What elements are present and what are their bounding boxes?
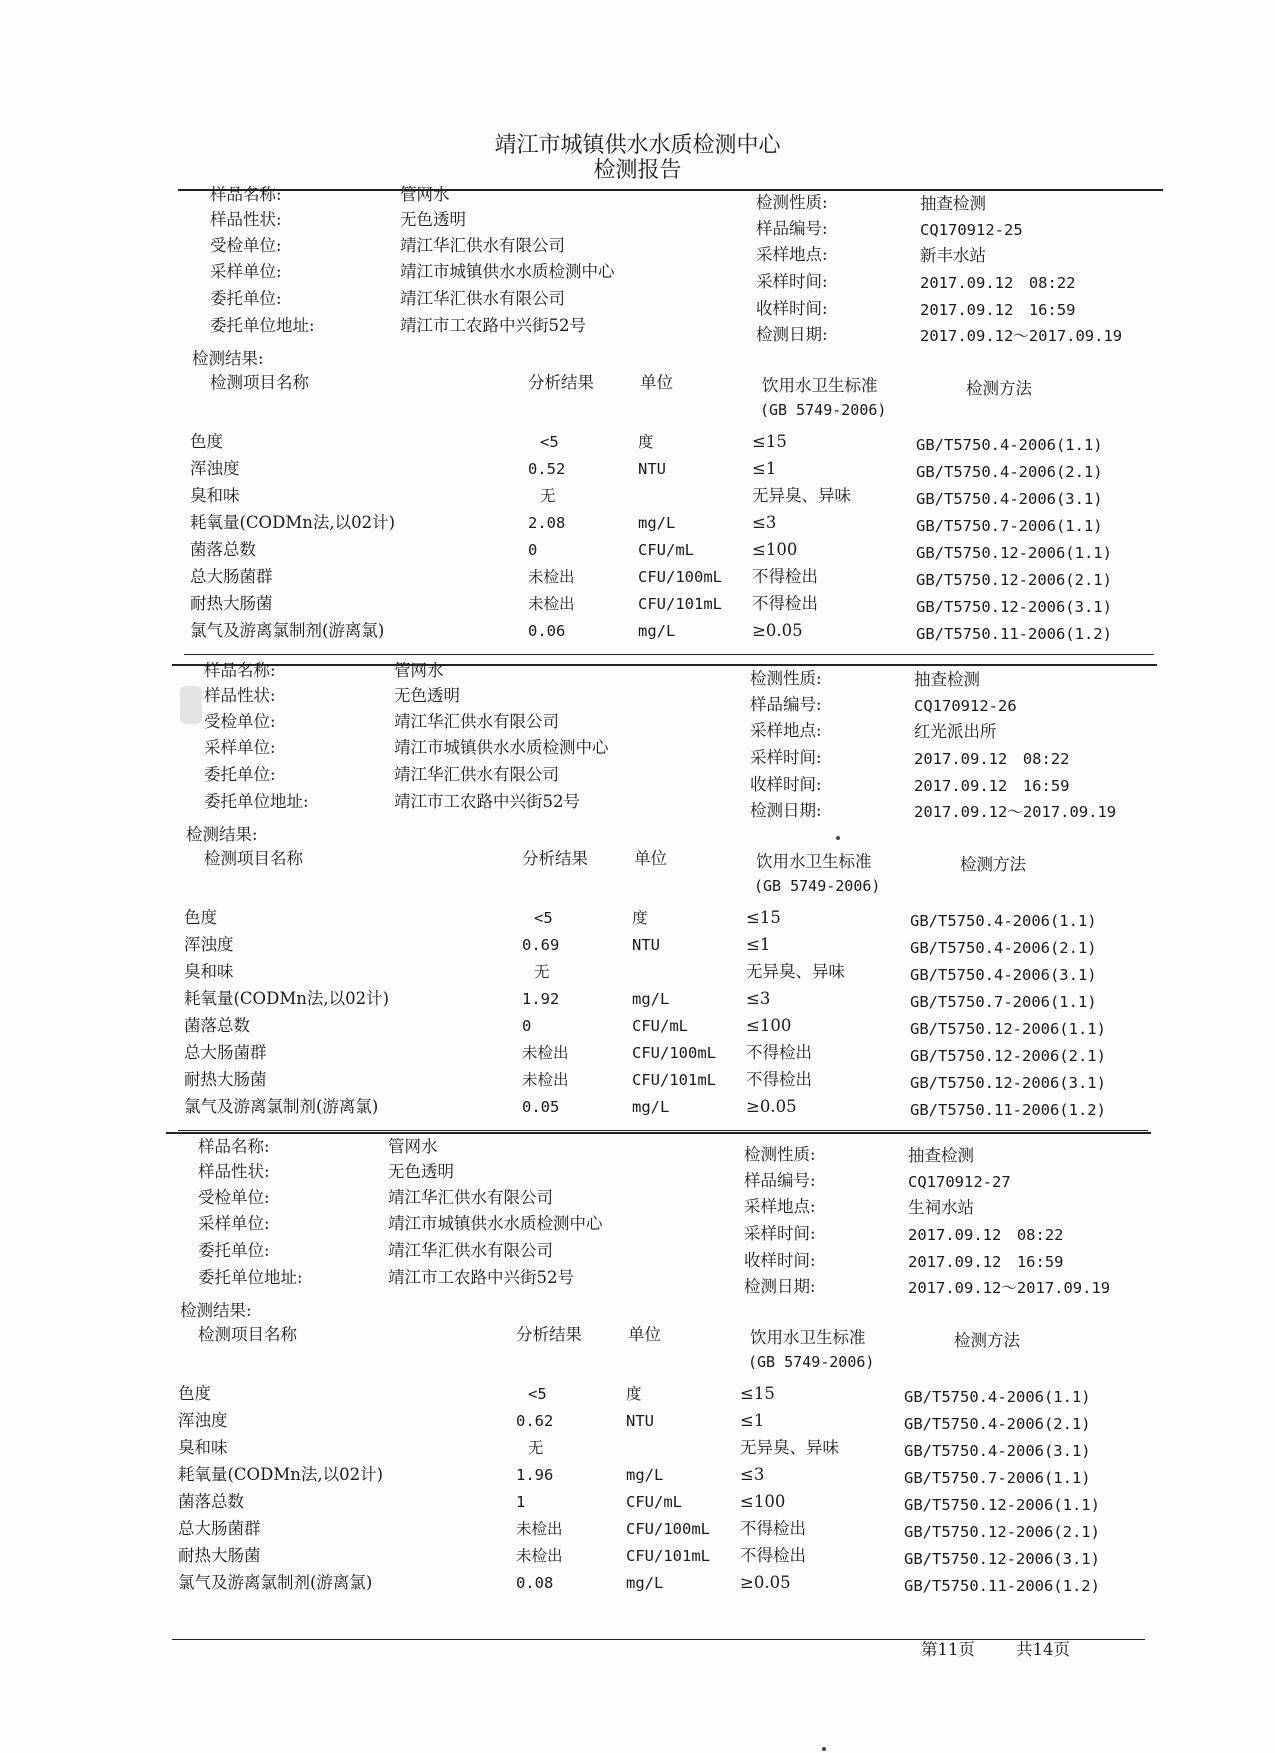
cell-result: 0.69 bbox=[522, 936, 560, 954]
cell-unit: CFU/mL bbox=[632, 1017, 688, 1035]
cell-standard: 无异臭、异味 bbox=[746, 962, 845, 981]
value-sampling-site: 新丰水站 bbox=[920, 246, 986, 265]
cell-result: 未检出 bbox=[516, 1547, 563, 1565]
cell-unit: CFU/mL bbox=[638, 541, 694, 559]
cell-method: GB/T5750.12-2006(3.1) bbox=[916, 598, 1112, 616]
label-client-address: 委托单位地址: bbox=[198, 1268, 303, 1287]
label-sample-name: 样品名称: bbox=[198, 1137, 270, 1156]
cell-result: 1.92 bbox=[522, 990, 560, 1008]
cell-method: GB/T5750.4-2006(1.1) bbox=[916, 436, 1103, 454]
cell-item: 耗氧量(CODMn法,以02计) bbox=[184, 989, 390, 1008]
cell-standard: 不得检出 bbox=[752, 594, 818, 613]
label-sampling-unit: 采样单位: bbox=[210, 262, 282, 281]
cell-item: 耗氧量(CODMn法,以02计) bbox=[190, 513, 396, 532]
cell-unit: 度 bbox=[638, 433, 654, 451]
value-sampling-time: 2017.09.12 08:22 bbox=[920, 274, 1076, 292]
value-sample-name: 管网水 bbox=[388, 1137, 438, 1156]
value-test-date: 2017.09.12～2017.09.19 bbox=[914, 803, 1117, 821]
cell-item: 浑浊度 bbox=[184, 935, 234, 954]
col-header-item: 检测项目名称 bbox=[198, 1325, 297, 1344]
cell-unit: CFU/100mL bbox=[626, 1520, 710, 1538]
cell-standard: ≤15 bbox=[752, 432, 787, 451]
cell-standard: 不得检出 bbox=[740, 1519, 806, 1538]
cell-result: 未检出 bbox=[528, 595, 575, 613]
col-header-standard-ref: (GB 5749-2006) bbox=[760, 401, 887, 419]
cell-standard: ≤15 bbox=[740, 1384, 775, 1403]
page-number: 第11页 bbox=[921, 1640, 975, 1659]
cell-item: 臭和味 bbox=[178, 1438, 228, 1457]
cell-result: 0.06 bbox=[528, 622, 566, 640]
label-client-address: 委托单位地址: bbox=[204, 792, 309, 811]
cell-standard: ≥0.05 bbox=[752, 621, 803, 640]
cell-unit: NTU bbox=[638, 460, 666, 478]
cell-result: 无 bbox=[528, 1439, 544, 1457]
cell-item: 耐热大肠菌 bbox=[190, 594, 273, 613]
value-client-address: 靖江市工农路中兴街52号 bbox=[388, 1268, 574, 1287]
col-header-standard: 饮用水卫生标准 bbox=[756, 852, 872, 871]
cell-standard: ≤15 bbox=[746, 908, 781, 927]
col-header-standard-ref: (GB 5749-2006) bbox=[748, 1353, 875, 1371]
label-test-nature: 检测性质: bbox=[750, 669, 822, 688]
page-total: 共14页 bbox=[1016, 1640, 1070, 1659]
col-header-standard: 饮用水卫生标准 bbox=[762, 376, 878, 395]
cell-standard: ≤100 bbox=[740, 1492, 786, 1511]
cell-result: 0.62 bbox=[516, 1412, 554, 1430]
cell-result: <5 bbox=[540, 433, 559, 451]
cell-result: 2.08 bbox=[528, 514, 566, 532]
cell-item: 臭和味 bbox=[184, 962, 234, 981]
page-subtitle: 检测报告 bbox=[593, 158, 682, 183]
label-test-nature: 检测性质: bbox=[756, 193, 828, 212]
label-sample-no: 样品编号: bbox=[756, 219, 828, 238]
cell-item: 色度 bbox=[190, 432, 223, 451]
value-client-address: 靖江市工农路中兴街52号 bbox=[400, 316, 586, 335]
cell-result: 未检出 bbox=[522, 1044, 569, 1062]
label-receiving-time: 收样时间: bbox=[750, 775, 822, 794]
value-sample-state: 无色透明 bbox=[388, 1162, 454, 1181]
value-sample-state: 无色透明 bbox=[400, 210, 466, 229]
label-sample-no: 样品编号: bbox=[744, 1171, 816, 1190]
cell-result: 0 bbox=[522, 1017, 532, 1035]
cell-item: 氯气及游离氯制剂(游离氯) bbox=[178, 1573, 373, 1592]
col-header-method: 检测方法 bbox=[954, 1331, 1020, 1350]
label-test-nature: 检测性质: bbox=[744, 1145, 816, 1164]
cell-method: GB/T5750.12-2006(2.1) bbox=[910, 1047, 1106, 1065]
value-sample-no: CQ170912-25 bbox=[920, 221, 1023, 239]
section-rule bbox=[166, 1132, 1151, 1134]
label-test-date: 检测日期: bbox=[756, 325, 828, 344]
cell-method: GB/T5750.12-2006(1.1) bbox=[910, 1020, 1106, 1038]
cell-item: 耐热大肠菌 bbox=[184, 1070, 267, 1089]
col-header-unit: 单位 bbox=[640, 373, 673, 392]
label-tested-unit: 受检单位: bbox=[198, 1188, 270, 1207]
label-tested-unit: 受检单位: bbox=[204, 712, 276, 731]
cell-method: GB/T5750.11-2006(1.2) bbox=[910, 1101, 1106, 1119]
label-sample-state: 样品性状: bbox=[198, 1162, 270, 1181]
value-sampling-site: 生祠水站 bbox=[908, 1198, 974, 1217]
cell-unit: NTU bbox=[626, 1412, 654, 1430]
cell-item: 浑浊度 bbox=[190, 459, 240, 478]
label-sampling-site: 采样地点: bbox=[750, 721, 822, 740]
cell-item: 臭和味 bbox=[190, 486, 240, 505]
col-header-result: 分析结果 bbox=[516, 1325, 582, 1344]
value-tested-unit: 靖江华汇供水有限公司 bbox=[400, 236, 565, 255]
label-sample-state: 样品性状: bbox=[204, 686, 276, 705]
cell-method: GB/T5750.4-2006(1.1) bbox=[910, 912, 1097, 930]
value-client-address: 靖江市工农路中兴街52号 bbox=[394, 792, 580, 811]
label-client-unit: 委托单位: bbox=[198, 1241, 270, 1260]
col-header-item: 检测项目名称 bbox=[204, 849, 303, 868]
top-rule bbox=[178, 189, 1163, 191]
cell-unit: mg/L bbox=[632, 990, 670, 1008]
value-receiving-time: 2017.09.12 16:59 bbox=[914, 777, 1070, 795]
cell-method: GB/T5750.4-2006(3.1) bbox=[916, 490, 1103, 508]
col-header-method: 检测方法 bbox=[960, 855, 1026, 874]
cell-standard: 不得检出 bbox=[746, 1043, 812, 1062]
label-results: 检测结果: bbox=[180, 1301, 252, 1320]
cell-method: GB/T5750.11-2006(1.2) bbox=[916, 625, 1112, 643]
label-sampling-unit: 采样单位: bbox=[198, 1214, 270, 1233]
cell-method: GB/T5750.12-2006(2.1) bbox=[916, 571, 1112, 589]
cell-standard: 不得检出 bbox=[752, 567, 818, 586]
value-test-nature: 抽查检测 bbox=[920, 194, 986, 213]
label-client-unit: 委托单位: bbox=[210, 289, 282, 308]
cell-standard: ≤100 bbox=[746, 1016, 792, 1035]
cell-method: GB/T5750.4-2006(3.1) bbox=[910, 966, 1097, 984]
cell-method: GB/T5750.7-2006(1.1) bbox=[916, 517, 1103, 535]
cell-unit: mg/L bbox=[632, 1098, 670, 1116]
value-test-date: 2017.09.12～2017.09.19 bbox=[908, 1279, 1111, 1297]
col-header-unit: 单位 bbox=[628, 1325, 661, 1344]
cell-item: 色度 bbox=[184, 908, 217, 927]
cell-result: 无 bbox=[540, 487, 556, 505]
value-client-unit: 靖江华汇供水有限公司 bbox=[400, 289, 565, 308]
cell-item: 菌落总数 bbox=[184, 1016, 250, 1035]
cell-result: 未检出 bbox=[522, 1071, 569, 1089]
scan-speck bbox=[822, 1747, 826, 1751]
cell-unit: mg/L bbox=[638, 622, 676, 640]
cell-item: 总大肠菌群 bbox=[184, 1043, 267, 1062]
cell-method: GB/T5750.4-2006(2.1) bbox=[904, 1415, 1091, 1433]
label-test-date: 检测日期: bbox=[750, 801, 822, 820]
label-client-address: 委托单位地址: bbox=[210, 316, 315, 335]
value-client-unit: 靖江华汇供水有限公司 bbox=[394, 765, 559, 784]
value-sample-no: CQ170912-26 bbox=[914, 697, 1017, 715]
footer-rule bbox=[172, 1639, 1145, 1640]
section-rule bbox=[178, 1130, 1148, 1131]
value-tested-unit: 靖江华汇供水有限公司 bbox=[388, 1188, 553, 1207]
cell-result: 未检出 bbox=[528, 568, 575, 586]
scan-speck bbox=[836, 836, 840, 840]
value-receiving-time: 2017.09.12 16:59 bbox=[920, 301, 1076, 319]
value-sampling-unit: 靖江市城镇供水水质检测中心 bbox=[388, 1214, 603, 1233]
cell-unit: CFU/100mL bbox=[638, 568, 722, 586]
label-sample-name: 样品名称: bbox=[204, 661, 276, 680]
cell-standard: ≤1 bbox=[740, 1411, 765, 1430]
col-header-result: 分析结果 bbox=[528, 373, 594, 392]
value-test-nature: 抽查检测 bbox=[908, 1146, 974, 1165]
cell-result: 未检出 bbox=[516, 1520, 563, 1538]
cell-item: 耗氧量(CODMn法,以02计) bbox=[178, 1465, 384, 1484]
cell-method: GB/T5750.12-2006(1.1) bbox=[916, 544, 1112, 562]
value-sampling-site: 红光派出所 bbox=[914, 722, 997, 741]
cell-standard: ≥0.05 bbox=[746, 1097, 797, 1116]
cell-unit: mg/L bbox=[626, 1466, 664, 1484]
cell-unit: mg/L bbox=[626, 1574, 664, 1592]
col-header-item: 检测项目名称 bbox=[210, 373, 309, 392]
cell-item: 总大肠菌群 bbox=[178, 1519, 261, 1538]
cell-item: 总大肠菌群 bbox=[190, 567, 273, 586]
cell-result: 1.96 bbox=[516, 1466, 554, 1484]
cell-standard: ≤3 bbox=[752, 513, 777, 532]
cell-unit: CFU/101mL bbox=[638, 595, 722, 613]
label-sample-state: 样品性状: bbox=[210, 210, 282, 229]
cell-standard: ≤3 bbox=[740, 1465, 765, 1484]
label-sampling-time: 采样时间: bbox=[744, 1224, 816, 1243]
label-results: 检测结果: bbox=[192, 349, 264, 368]
value-test-nature: 抽查检测 bbox=[914, 670, 980, 689]
cell-result: 无 bbox=[534, 963, 550, 981]
value-sampling-time: 2017.09.12 08:22 bbox=[914, 750, 1070, 768]
label-sample-name: 样品名称: bbox=[210, 185, 282, 204]
label-client-unit: 委托单位: bbox=[204, 765, 276, 784]
cell-method: GB/T5750.12-2006(2.1) bbox=[904, 1523, 1100, 1541]
section-rule bbox=[184, 654, 1154, 655]
cell-item: 氯气及游离氯制剂(游离氯) bbox=[184, 1097, 379, 1116]
page-title: 靖江市城镇供水水质检测中心 bbox=[494, 133, 781, 158]
cell-item: 氯气及游离氯制剂(游离氯) bbox=[190, 621, 385, 640]
value-sampling-unit: 靖江市城镇供水水质检测中心 bbox=[400, 262, 615, 281]
cell-method: GB/T5750.4-2006(2.1) bbox=[916, 463, 1103, 481]
cell-unit: 度 bbox=[626, 1385, 642, 1403]
cell-unit: CFU/mL bbox=[626, 1493, 682, 1511]
label-results: 检测结果: bbox=[186, 825, 258, 844]
value-sample-no: CQ170912-27 bbox=[908, 1173, 1011, 1191]
cell-standard: ≥0.05 bbox=[740, 1573, 791, 1592]
label-tested-unit: 受检单位: bbox=[210, 236, 282, 255]
cell-result: <5 bbox=[528, 1385, 547, 1403]
label-receiving-time: 收样时间: bbox=[756, 299, 828, 318]
col-header-unit: 单位 bbox=[634, 849, 667, 868]
cell-result: 0.05 bbox=[522, 1098, 560, 1116]
cell-method: GB/T5750.12-2006(3.1) bbox=[904, 1550, 1100, 1568]
cell-result: 0.08 bbox=[516, 1574, 554, 1592]
value-test-date: 2017.09.12～2017.09.19 bbox=[920, 327, 1123, 345]
label-sampling-site: 采样地点: bbox=[744, 1197, 816, 1216]
section-rule bbox=[172, 664, 1157, 666]
cell-standard: 无异臭、异味 bbox=[740, 1438, 839, 1457]
cell-unit: 度 bbox=[632, 909, 648, 927]
cell-standard: 不得检出 bbox=[746, 1070, 812, 1089]
cell-result: <5 bbox=[534, 909, 553, 927]
value-sampling-time: 2017.09.12 08:22 bbox=[908, 1226, 1064, 1244]
cell-method: GB/T5750.12-2006(1.1) bbox=[904, 1496, 1100, 1514]
label-sampling-unit: 采样单位: bbox=[204, 738, 276, 757]
cell-item: 耐热大肠菌 bbox=[178, 1546, 261, 1565]
value-sample-state: 无色透明 bbox=[394, 686, 460, 705]
cell-method: GB/T5750.4-2006(2.1) bbox=[910, 939, 1097, 957]
cell-standard: 无异臭、异味 bbox=[752, 486, 851, 505]
value-sampling-unit: 靖江市城镇供水水质检测中心 bbox=[394, 738, 609, 757]
cell-result: 0.52 bbox=[528, 460, 566, 478]
cell-item: 浑浊度 bbox=[178, 1411, 228, 1430]
cell-unit: mg/L bbox=[638, 514, 676, 532]
cell-unit: CFU/100mL bbox=[632, 1044, 716, 1062]
cell-result: 0 bbox=[528, 541, 538, 559]
cell-item: 色度 bbox=[178, 1384, 211, 1403]
cell-standard: ≤1 bbox=[746, 935, 771, 954]
value-sample-name: 管网水 bbox=[400, 185, 450, 204]
cell-unit: CFU/101mL bbox=[626, 1547, 710, 1565]
cell-unit: CFU/101mL bbox=[632, 1071, 716, 1089]
value-receiving-time: 2017.09.12 16:59 bbox=[908, 1253, 1064, 1271]
cell-standard: ≤100 bbox=[752, 540, 798, 559]
cell-item: 菌落总数 bbox=[190, 540, 256, 559]
label-sample-no: 样品编号: bbox=[750, 695, 822, 714]
cell-item: 菌落总数 bbox=[178, 1492, 244, 1511]
value-client-unit: 靖江华汇供水有限公司 bbox=[388, 1241, 553, 1260]
col-header-standard-ref: (GB 5749-2006) bbox=[754, 877, 881, 895]
cell-standard: ≤1 bbox=[752, 459, 777, 478]
cell-method: GB/T5750.7-2006(1.1) bbox=[904, 1469, 1091, 1487]
cell-method: GB/T5750.4-2006(3.1) bbox=[904, 1442, 1091, 1460]
col-header-method: 检测方法 bbox=[966, 379, 1032, 398]
cell-result: 1 bbox=[516, 1493, 526, 1511]
cell-standard: 不得检出 bbox=[740, 1546, 806, 1565]
label-sampling-time: 采样时间: bbox=[750, 748, 822, 767]
scan-smudge bbox=[180, 686, 202, 724]
cell-method: GB/T5750.12-2006(3.1) bbox=[910, 1074, 1106, 1092]
cell-method: GB/T5750.4-2006(1.1) bbox=[904, 1388, 1091, 1406]
label-test-date: 检测日期: bbox=[744, 1277, 816, 1296]
cell-standard: ≤3 bbox=[746, 989, 771, 1008]
cell-unit: NTU bbox=[632, 936, 660, 954]
col-header-result: 分析结果 bbox=[522, 849, 588, 868]
label-sampling-site: 采样地点: bbox=[756, 245, 828, 264]
col-header-standard: 饮用水卫生标准 bbox=[750, 1328, 866, 1347]
label-receiving-time: 收样时间: bbox=[744, 1251, 816, 1270]
cell-method: GB/T5750.7-2006(1.1) bbox=[910, 993, 1097, 1011]
value-sample-name: 管网水 bbox=[394, 661, 444, 680]
cell-method: GB/T5750.11-2006(1.2) bbox=[904, 1577, 1100, 1595]
label-sampling-time: 采样时间: bbox=[756, 272, 828, 291]
value-tested-unit: 靖江华汇供水有限公司 bbox=[394, 712, 559, 731]
